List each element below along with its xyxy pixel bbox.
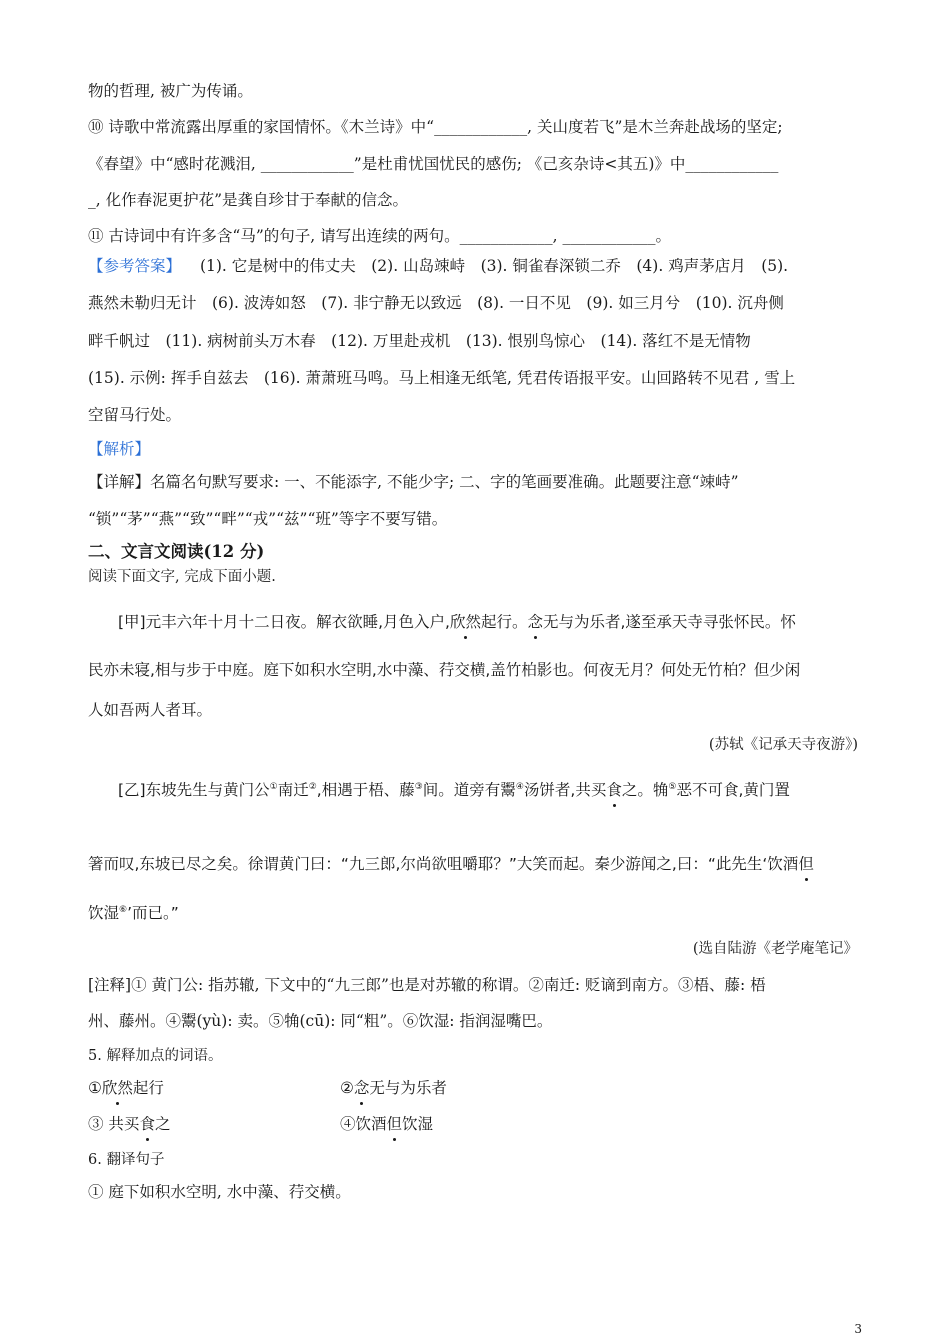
footnote-marker: ③ [414, 781, 423, 792]
emphasis-dotted-word: 欣然 [101, 1079, 133, 1097]
page-number: 3 [854, 1322, 862, 1336]
footnote-marker: ⑤ [668, 781, 677, 792]
emphasis-dotted-word: 但 [386, 1115, 403, 1133]
passage-b-line: [乙]东坡先生与黄门公①南迁②,相遇于梧、藤③间。道旁有鬻④汤饼者,共买食之。觕⑤恶不可食,黄门置 [118, 781, 790, 799]
analysis-line: 【详解】名篇名句默写要求: 一、不能添字, 不能少字; 二、字的笔画要准确。此题要注意“竦峙” [88, 473, 739, 491]
question-title: 5. 解释加点的词语。 [88, 1048, 223, 1064]
passage-b-source: (选自陆游《老学庵笔记》 [692, 941, 858, 957]
passage-a-line: 民亦未寝,相与步于中庭。庭下如积水空明,水中藻、荇交横,盖竹柏影也。何夜无月？何处无竹柏？但少闲 [88, 661, 801, 679]
emphasis-dotted-word: 欣然 [449, 613, 481, 631]
question-item: ① 庭下如积水空明, 水中藻、荇交横。 [88, 1183, 351, 1201]
text-line: ⑩ 诗歌中常流露出厚重的家国情怀。《木兰诗》中“____________, 关山度若飞”是木兰奔赴战场的坚定; [88, 118, 783, 136]
emphasis-dotted-word: 念 [527, 613, 543, 631]
footnote-marker: ① [269, 781, 278, 792]
analysis-line: “锁”“茅”“燕”“致”“畔”“戎”“兹”“班”等字不要写错。 [88, 510, 448, 528]
answer-line: 空留马行处。 [88, 406, 182, 424]
footnote-marker: ④ [515, 781, 524, 792]
notes-line: [注释]① 黄门公: 指苏辙, 下文中的“九三郎”也是对苏辙的称谓。②南迁: 贬谪到南方。③梧、藤: 梧 [88, 976, 766, 994]
question-title: 6. 翻译句子 [88, 1152, 165, 1168]
text-line: 《春望》中“感时花溅泪, ____________”是杜甫忧国忧民的感伤; 《己亥杂诗<其五)》中____________ [88, 155, 779, 173]
notes-line: 州、藤州。④鬻(yù): 卖。⑤觕(cū): 同“粗”。⑥饮湿: 指润湿嘴巴。 [88, 1012, 553, 1030]
text-line: _, 化作春泥更护花”是龚自珍甘于奉献的信念。 [88, 191, 409, 209]
answer-line: 畔千帆过 (11). 病树前头万木春 (12). 万里赴戎机 (13). 恨别鸟惊心 (14). 落红不是无情物 [88, 332, 751, 350]
footnote-marker: ② [308, 781, 317, 792]
passage-b-line: 箸而叹,东坡已尽之矣。徐谓黄门曰：“九三郎,尔尚欲咀嚼耶？”大笑而起。秦少游闻之,曰：“此先生‘饮酒但 [88, 855, 814, 873]
answer-line: 燕然未勒归无计 (6). 波涛如怒 (7). 非宁静无以致远 (8). 一日不见 (9). 如三月兮 (10). 沉舟侧 [88, 294, 784, 312]
emphasis-dotted-word: 但 [798, 855, 814, 873]
analysis-label: 【解析】 [88, 440, 151, 458]
passage-b-line: 饮湿⑥’而已。” [88, 904, 179, 922]
passage-a-line: 人如吾两人者耳。 [88, 701, 213, 719]
question-item: ③ 共买食之 [88, 1115, 171, 1133]
footnote-marker: ⑥ [119, 904, 128, 915]
text-line: ⑪ 古诗词中有许多含“马”的句子, 请写出连续的两句。____________, ____________。 [88, 227, 671, 245]
emphasis-dotted-word: 食 [139, 1115, 155, 1133]
answer-text: (1). 它是树中的伟丈夫 (2). 山岛竦峙 (3). 铜雀春深锁二乔 (4). 鸡声茅店月 (5). [199, 257, 789, 275]
answer-line [88, 255, 788, 277]
answer-label: 【参考答案】 [88, 257, 182, 275]
text-line: 物的哲理, 被广为传诵。 [88, 82, 253, 100]
section-intro: 阅读下面文字, 完成下面小题. [88, 569, 276, 585]
emphasis-dotted-word: 食 [606, 781, 622, 799]
passage-a-line: [甲]元丰六年十月十二日夜。解衣欲睡,月色入户,欣然起行。念无与为乐者,遂至承天寺寻张怀民。怀 [118, 613, 796, 631]
section-title: 二、文言文阅读(12 分) [88, 542, 265, 561]
emphasis-dotted-word: 念 [353, 1079, 370, 1097]
question-item: ④饮酒但饮湿 [340, 1115, 434, 1133]
question-item: ①欣然起行 [88, 1079, 164, 1097]
passage-a-source: (苏轼《记承天寺夜游》) [708, 737, 858, 753]
answer-line: (15). 示例: 挥手自兹去 (16). 萧萧班马鸣。马上相逢无纸笔, 凭君传语报平安。山回路转不见君 , 雪上 [88, 369, 796, 387]
question-item: ②念无与为乐者 [340, 1079, 447, 1097]
